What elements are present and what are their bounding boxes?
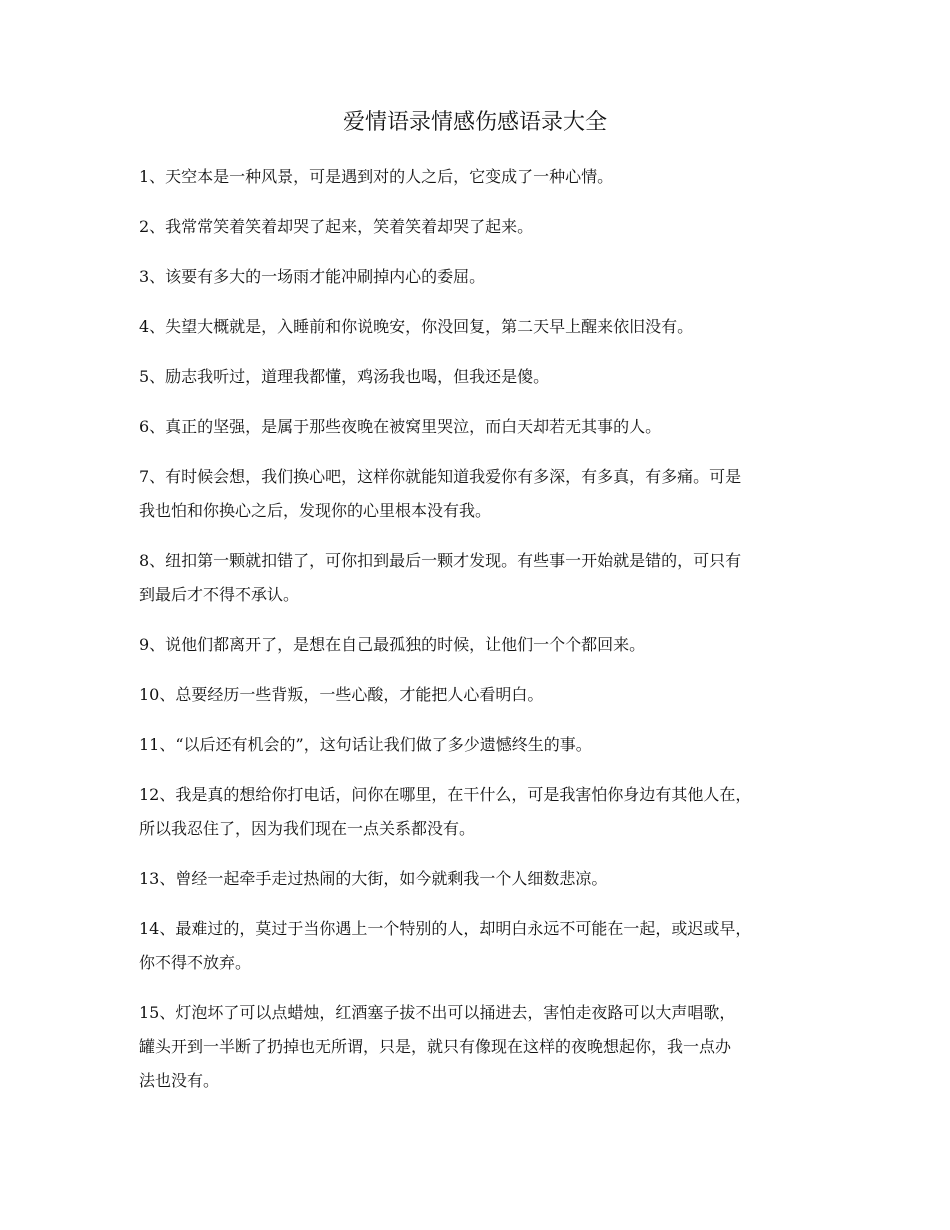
- quote-line: 法也没有。: [139, 1071, 220, 1090]
- quote-line: 6、真正的坚强，是属于那些夜晚在被窝里哭泣，而白天却若无其事的人。: [139, 417, 662, 436]
- quote-item: [139, 410, 829, 444]
- quote-line: 到最后才不得不承认。: [139, 585, 300, 604]
- quote-item: [139, 460, 829, 528]
- quote-item: [139, 260, 829, 294]
- quote-line: 4、失望大概就是，入睡前和你说晚安，你没回复，第二天早上醒来依旧没有。: [139, 317, 694, 336]
- quote-line: 1、天空本是一种风景，可是遇到对的人之后，它变成了一种心情。: [139, 167, 614, 186]
- page-title: 爱情语录情感伤感语录大全: [342, 110, 607, 135]
- quote-line: 15、灯泡坏了可以点蜡烛，红酒塞子拔不出可以捅进去，害怕走夜路可以大声唱歌，: [139, 1003, 736, 1022]
- quote-item: [139, 160, 829, 194]
- quote-line: 2、我常常笑着笑着却哭了起来，笑着笑着却哭了起来。: [139, 217, 534, 236]
- quote-line: 3、该要有多大的一场雨才能冲刷掉内心的委屈。: [139, 267, 486, 286]
- quote-line: 11、“以后还有机会的”，这句话让我们做了多少遗憾终生的事。: [139, 735, 592, 754]
- quote-line: 14、最难过的，莫过于当你遇上一个特别的人，却明白永远不可能在一起，或迟或早，: [139, 919, 752, 938]
- quote-line: 5、励志我听过，道理我都懂，鸡汤我也喝，但我还是傻。: [139, 367, 550, 386]
- quote-line: 罐头开到一半断了扔掉也无所谓，只是，就只有像现在这样的夜晚想起你，我一点办: [139, 1037, 732, 1056]
- quote-item: [139, 544, 829, 612]
- quote-item: [139, 728, 829, 762]
- quote-line: 13、曾经一起牵手走过热闹的大街，如今就剩我一个人细数悲凉。: [139, 869, 608, 888]
- quote-item: [139, 912, 829, 980]
- quote-list: [139, 160, 829, 1114]
- quote-line: 我也怕和你换心之后，发现你的心里根本没有我。: [139, 501, 492, 520]
- quote-line: 10、总要经历一些背叛，一些心酸，才能把人心看明白。: [139, 685, 544, 704]
- quote-item: [139, 862, 829, 896]
- quote-item: [139, 210, 829, 244]
- quote-line: 7、有时候会想，我们换心吧，这样你就能知道我爱你有多深，有多真，有多痛。可是: [139, 467, 742, 486]
- quote-line: 8、纽扣第一颗就扣错了，可你扣到最后一颗才发现。有些事一开始就是错的，可只有: [139, 551, 742, 570]
- quote-line: 9、说他们都离开了，是想在自己最孤独的时候，让他们一个个都回来。: [139, 635, 646, 654]
- quote-line: 你不得不放弃。: [139, 953, 252, 972]
- quote-item: [139, 996, 829, 1098]
- quote-item: [139, 678, 829, 712]
- quote-line: 12、我是真的想给你打电话，问你在哪里，在干什么，可是我害怕你身边有其他人在，: [139, 785, 752, 804]
- quote-item: [139, 778, 829, 846]
- quote-item: [139, 310, 829, 344]
- quote-item: [139, 360, 829, 394]
- quote-item: [139, 628, 829, 662]
- quote-line: 所以我忍住了，因为我们现在一点关系都没有。: [139, 819, 476, 838]
